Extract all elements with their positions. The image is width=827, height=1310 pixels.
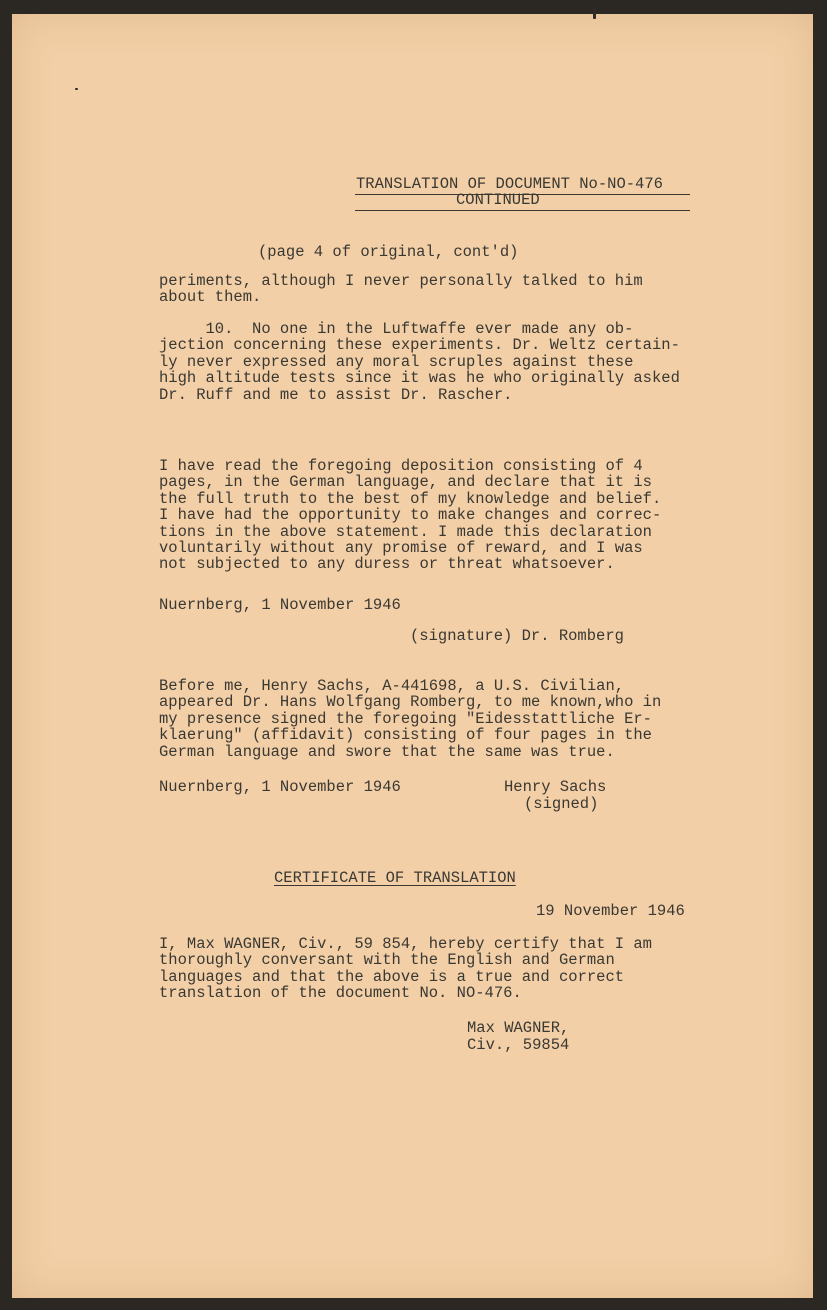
certificate-paragraph: I, Max WAGNER, Civ., 59 854, hereby certify that I am thoroughly conversant with the English and German languages and that the above is a true and correct translation of the document No. NO-476. <box>159 935 652 1003</box>
attestation-place-date: Nuernberg, 1 November 1946 <box>159 778 401 796</box>
ink-mark <box>593 8 596 19</box>
declaration-paragraph: I have read the foregoing deposition consisting of 4 pages, in the German language, and declare that it is the full truth to the best of my knowledge and belief. I have had the opportunity to make changes and correc- tions in the above statement. I made this declaration voluntarily without any promise of reward, and I was not subjected to any duress or threat whatsoever. <box>159 457 662 574</box>
attestation-paragraph: Before me, Henry Sachs, A-441698, a U.S. Civilian, appeared Dr. Hans Wolfgang Romberg, to me known,who in my presence signed the foregoing "Eidesstattliche Er- klaerung" (affidavit) consisting of four pages in the German language and swore that the same was true. <box>159 677 662 761</box>
page-reference: (page 4 of original, cont'd) <box>258 243 519 261</box>
attestation-signer-name: Henry Sachs <box>504 778 607 796</box>
deposition-signature: (signature) Dr. Romberg <box>410 627 624 645</box>
paragraph-continuation: periments, although I never personally talked to him about them. <box>159 272 643 307</box>
document-page <box>12 14 813 1298</box>
certificate-date: 19 November 1946 <box>536 902 685 920</box>
paragraph-10: 10. No one in the Luftwaffe ever made any ob- jection concerning these experiments. Dr. Weltz certain- ly never expressed any moral scruples against these high altitude tests since it was he who originally asked Dr. Ruff and me to assist Dr. Rascher. <box>159 320 680 404</box>
translator-name: Max WAGNER, <box>467 1019 570 1037</box>
translator-id: Civ., 59854 <box>467 1036 570 1054</box>
deposition-place-date: Nuernberg, 1 November 1946 <box>159 596 401 614</box>
subtitle-rule <box>355 210 690 211</box>
attestation-signer-note: (signed) <box>524 795 599 813</box>
ink-speck <box>75 88 78 90</box>
document-subtitle: CONTINUED <box>456 191 540 209</box>
document-title: TRANSLATION OF DOCUMENT No-NO-476 <box>356 175 663 193</box>
certificate-title: CERTIFICATE OF TRANSLATION <box>274 869 516 887</box>
